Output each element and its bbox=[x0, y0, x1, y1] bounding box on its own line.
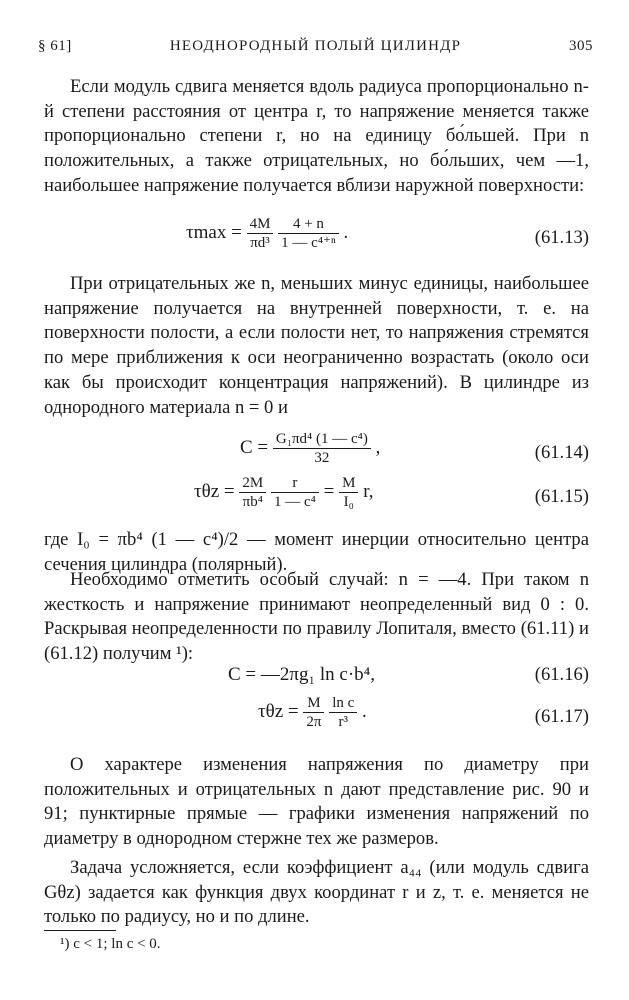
formula-lhs: C = bbox=[240, 436, 269, 458]
fraction: $\frac{2M}{\text{πb⁴}}$ bbox=[239, 474, 266, 511]
section-number: § 61] bbox=[38, 38, 72, 54]
paragraph-6: Задача усложняется, если коэффициент a₄₄ (или модуль сдвига Gθz) задается как функция двух координат r и z, т. е. меняется не только по радиусу, но и по длине. bbox=[44, 857, 589, 928]
fraction: $\frac{4 + n}{\text{1 — c⁴⁺ⁿ}}$ bbox=[278, 215, 339, 252]
fraction: $\frac{4M}{\text{πd³}}$ bbox=[247, 215, 274, 252]
formula-61-14: C = $\frac{\text{G₁πd⁴ (1 — c⁴)}}{32}$ , (61.14) bbox=[240, 431, 589, 466]
footnote-rule bbox=[44, 930, 116, 931]
paragraph-3: где I₀ = πb⁴ (1 — c⁴)/2 — момент инерции относительно центра сечения цилиндра (полярный). bbox=[44, 529, 589, 575]
fraction: $\frac{\text{ln c}}{\text{r³}}$ bbox=[329, 694, 357, 731]
equation-number: (61.17) bbox=[534, 706, 589, 727]
equation-number: (61.16) bbox=[534, 664, 589, 685]
fraction: $\frac{M}{\text{I₀}}$ bbox=[339, 474, 358, 511]
page-number: 305 bbox=[569, 38, 593, 54]
paragraph-2: При отрицательных же n, меньших минус единицы, наибольшее напряжение получается на внутренней поверхности, т. е. на поверхности полости, а если полости нет, то напряжения стремятся по мере приближения к оси неограниченно возрастать (около оси как бы происходит концентрация напряжений). В цилиндре из однородного материала n = 0 и bbox=[44, 273, 589, 418]
formula-lhs: τmax = bbox=[186, 221, 242, 243]
formula-61-13: τmax = $\frac{4M}{\text{πd³}}$ $\frac{4 + n}{\text{1 — c⁴⁺ⁿ}}$ . (61.13) bbox=[186, 216, 589, 251]
formula-61-17: τθz = $\frac{M}{2\pi}$ $\frac{\text{ln c}}{\text{r³}}$ . (61.17) bbox=[258, 695, 589, 730]
paragraph-5: О характере изменения напряжения по диаметру при положительных и отрицательных n дают представление рис. 90 и 91; пунктирные прямые — графики изменения напряжений по диаметру в однородном стержне тех же размеров. bbox=[44, 754, 589, 850]
paragraph-1: Если модуль сдвига меняется вдоль радиуса пропорционально n-й степени расстояния от центра r, то напряжение меняется также пропорционально степени r, но на единицу бо́льшей. При n положительных, а также отрицательных, но бо́льших, чем —1, наибольшее напряжение получается вблизи наружной поверхности: bbox=[44, 76, 589, 196]
formula-61-16 bbox=[44, 662, 589, 692]
equation-number: (61.15) bbox=[534, 486, 589, 507]
paragraph-4: Необходимо отметить особый случай: n = —4. При таком n жесткость и напряжение принимают неопределенный вид 0 : 0. Раскрывая неопределенности по правилу Лопиталя, вместо (61.11) и (61.12) получим ¹): bbox=[44, 569, 589, 665]
formula-lhs: τθz = bbox=[194, 480, 235, 502]
equation-number: (61.13) bbox=[534, 227, 589, 248]
fraction: $\frac{\text{G₁πd⁴ (1 — c⁴)}}{32}$ bbox=[273, 430, 371, 467]
running-head bbox=[38, 38, 593, 60]
formula-expression: C = —2πg₁ ln c·b⁴, bbox=[228, 664, 376, 685]
chapter-title: НЕОДНОРОДНЫЙ ПОЛЫЙ ЦИЛИНДР bbox=[169, 38, 462, 54]
footnote: ¹) c < 1; ln c < 0. bbox=[60, 936, 161, 952]
fraction: $\frac{M}{2\pi}$ bbox=[303, 694, 324, 731]
equation-number: (61.14) bbox=[534, 442, 589, 463]
formula-61-15: τθz = $\frac{2M}{\text{πb⁴}}$ $\frac{r}{\text{1 — c⁴}}$ = $\frac{M}{\text{I₀}}$ r, (61.15) bbox=[194, 475, 589, 510]
fraction: $\frac{r}{\text{1 — c⁴}}$ bbox=[271, 474, 319, 511]
formula-lhs: τθz = bbox=[258, 700, 299, 722]
